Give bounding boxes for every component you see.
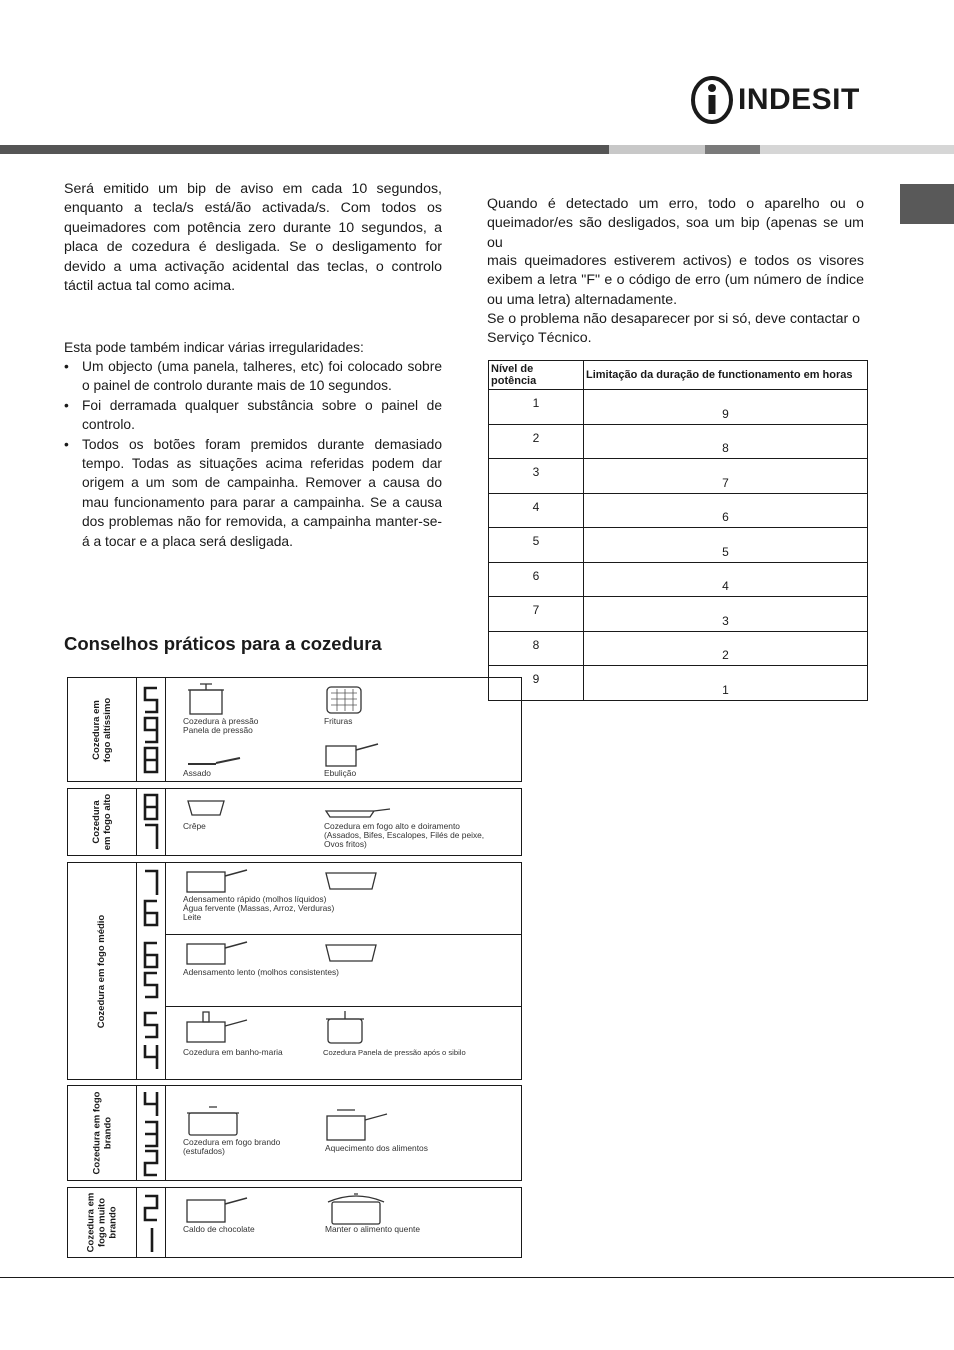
table-cell-hours: 6 [584, 493, 868, 528]
table-cell-hours: 1 [584, 666, 868, 701]
table-row [489, 597, 868, 632]
digit-8-icon [143, 746, 159, 774]
section-label-text: Cozedura em fogo muito brando [85, 1192, 119, 1253]
item-label: Cozedura em fogo brando (estufados) [183, 1137, 281, 1156]
digit-1-icon [143, 1226, 159, 1254]
item-label: Frituras [324, 716, 353, 726]
table-row [489, 528, 868, 563]
header-bar-light-2 [760, 145, 954, 154]
digit-7-icon [143, 869, 159, 897]
pressure-cooker-icon [324, 1007, 368, 1045]
table-row [489, 631, 868, 666]
table-row [489, 562, 868, 597]
table-row [489, 666, 868, 701]
digit-2-icon [143, 1194, 159, 1222]
intro-paragraph: Será emitido um bip de aviso em cada 10 segundos, enquanto a tecla/s está/ão activada/s. Com todos os queimadores com potência zero durante 10 segundos, a placa de cozedura é desligada. Se o desligamento for devido a uma activação acidental das teclas, o controlo táctil actua tal como acima. [64, 181, 442, 295]
item-label: Cozedura em banho-maria [183, 1047, 283, 1057]
section-low-heat [67, 1085, 522, 1181]
cooking-chart [67, 677, 521, 1257]
error-paragraph-3: Se o problema não desaparecer por si só, deve contactar o Serviço Técnico. [487, 311, 861, 347]
table-row [489, 390, 868, 425]
frying-pan-icon [186, 756, 242, 768]
table-header-duration: Limitação da duração de functionamento em horas [584, 361, 868, 390]
list-item: • Um objecto (uma panela, talheres, etc) foi colocado sobre o painel de controlo durante mais de 10 segundos. [64, 357, 442, 396]
stew-pot-icon [185, 1105, 243, 1137]
section-high-heat [67, 788, 522, 856]
section-label [68, 863, 137, 1079]
table-row [489, 493, 868, 528]
table-row [489, 424, 868, 459]
item-label: Cozedura Panela de pressão após o sibilo [323, 1048, 466, 1057]
item-label: Aquecimento dos alimentos [325, 1143, 428, 1153]
section-label-text: Cozedura em fogo médio [96, 914, 108, 1028]
covered-pot-icon [326, 1190, 388, 1226]
list-item: • Foi derramada qualquer substância sobre o painel de controlo. [64, 396, 442, 435]
section-very-high-heat [67, 677, 522, 782]
section-label [68, 1086, 137, 1180]
digit-5-icon [143, 971, 159, 999]
item-label: Crêpe [183, 821, 206, 831]
digit-6-icon [143, 941, 159, 969]
section-label [68, 678, 137, 781]
table-cell-hours: 3 [584, 597, 868, 632]
griddle-pan-icon [324, 807, 394, 821]
warming-pot-icon [325, 1108, 391, 1142]
table-cell-hours: 9 [584, 390, 868, 425]
digit-6-icon [143, 899, 159, 927]
section-label-text: Cozedura em fogo alto [90, 793, 113, 851]
table-header-level: Nível de potência [489, 361, 584, 390]
logo-i-icon [690, 75, 734, 125]
digit-7-icon [143, 823, 159, 851]
saucepan-icon [185, 940, 251, 966]
crepe-pan-icon [186, 795, 242, 819]
table-cell-level: 7 [489, 597, 584, 632]
digit-5-icon [143, 1011, 159, 1039]
item-label: Ebulição [324, 768, 357, 778]
table-cell-hours: 4 [584, 562, 868, 597]
table-cell-hours: 5 [584, 528, 868, 563]
saucepan-icon [185, 868, 251, 894]
error-paragraph-2: mais queimadores estiverem activos) e todos os visores exibem a letra "F" e o código de erro (um número de índice ou uma letra) alternadamente. [487, 253, 864, 308]
header-bar-light [609, 145, 705, 154]
item-label: Adensamento rápido (molhos líquidos) Água fervente (Massas, Arroz, Verduras) Leite [183, 894, 335, 922]
section-label [68, 1188, 137, 1257]
section-label-text: Cozedura em fogo altíssimo [91, 697, 113, 762]
table-cell-level: 4 [489, 493, 584, 528]
table-cell-hours: 2 [584, 631, 868, 666]
chocolate-saucepan-icon [185, 1196, 251, 1224]
subsection-divider [165, 934, 521, 935]
header-bar-dark [0, 145, 609, 154]
header-bar-mid [705, 145, 760, 154]
digit-9-icon [143, 716, 159, 744]
pressure-cooker-icon [186, 680, 228, 716]
digit-4-icon [143, 1090, 159, 1118]
pot-icon [324, 869, 380, 893]
section-label-text: Cozedura em fogo brando [91, 1091, 113, 1175]
digit-4-icon [143, 1043, 159, 1071]
footer-rule [0, 1277, 954, 1278]
table-cell-level: 1 [489, 390, 584, 425]
indesit-logo [690, 74, 860, 126]
digit-3-icon [143, 1120, 159, 1148]
power-digits [137, 789, 166, 855]
page-tab-marker [900, 184, 954, 224]
power-digits [137, 863, 166, 1079]
item-label: Adensamento lento (molhos consistentes) [183, 967, 339, 977]
power-limit-table [488, 360, 868, 701]
table-cell-hours: 7 [584, 459, 868, 494]
power-digits [137, 1188, 166, 1257]
table-cell-level: 6 [489, 562, 584, 597]
table-cell-hours: 8 [584, 424, 868, 459]
irregularities-list [64, 357, 442, 551]
boiling-pot-icon [324, 740, 380, 768]
digit-9-icon [143, 686, 159, 714]
error-paragraph-1: Quando é detectado um erro, todo o aparelho ou o queimador/es são desligados, soa um bip (apenas se um ou [487, 196, 864, 251]
section-medium-heat [67, 862, 522, 1080]
pot-icon [324, 941, 380, 965]
item-label: Caldo de chocolate [183, 1224, 255, 1234]
table-cell-level: 2 [489, 424, 584, 459]
double-boiler-icon [185, 1008, 251, 1044]
table-cell-level: 9 [489, 666, 584, 701]
list-item: • Todos os botões foram premidos durante demasiado tempo. Todas as situações acima referidas podem dar origem a um som de campainha. Remover a causa do mau funcionamento para parar a campainha. Se a causa dos problemas não for removida, a campainha manter-se-á a tocar e a placa será desligada. [64, 435, 442, 551]
digit-8-icon [143, 793, 159, 821]
table-cell-level: 5 [489, 528, 584, 563]
fryer-basket-icon [323, 683, 365, 717]
power-digits [137, 678, 166, 781]
table-cell-level: 8 [489, 631, 584, 666]
item-label: Cozedura à pressão Panela de pressão [183, 716, 259, 735]
brand-name: INDESIT [738, 83, 860, 116]
table-row [489, 459, 868, 494]
section-very-low-heat [67, 1187, 522, 1258]
item-label: Cozedura em fogo alto e doiramento (Assados, Bifes, Escalopes, Filés de peixe, Ovos fritos) [324, 821, 485, 849]
power-digits [137, 1086, 166, 1180]
item-label: Manter o alimento quente [325, 1224, 420, 1234]
irregularities-intro: Esta pode também indicar várias irregularidades: [64, 340, 364, 355]
digit-2-icon [143, 1149, 159, 1177]
section-heading: Conselhos práticos para a cozedura [64, 633, 382, 654]
section-label [68, 789, 137, 855]
item-label: Assado [183, 768, 211, 778]
table-cell-level: 3 [489, 459, 584, 494]
